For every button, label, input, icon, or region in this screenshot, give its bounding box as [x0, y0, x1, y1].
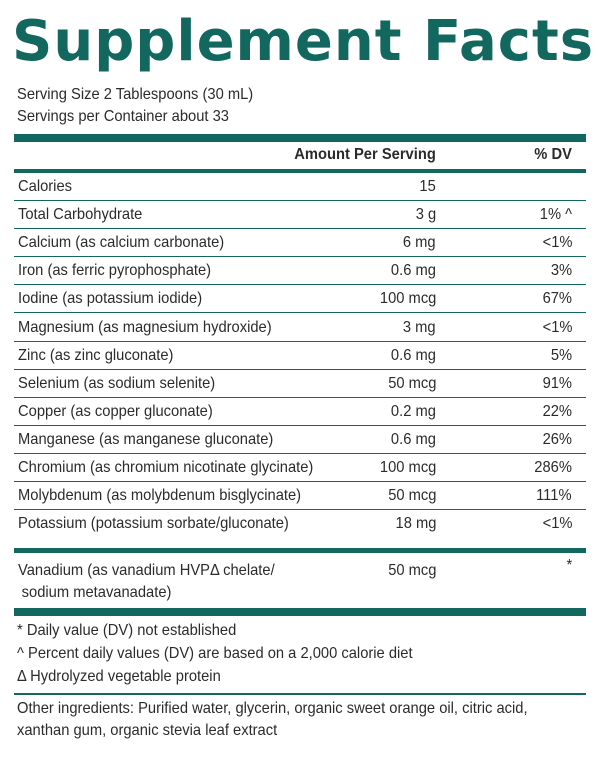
other-ingredients-line1: Other ingredients: Purified water, glycerin, organic sweet orange oil, citric acid, [17, 700, 528, 717]
vanadium-amount: 50 mcg [387, 562, 436, 579]
servings-per-container: Servings per Container about 33 [17, 108, 229, 125]
top-divider [14, 134, 586, 142]
other-ingredients [17, 698, 528, 742]
nutrient-row [14, 454, 586, 482]
nutrient-dv: 111% [536, 487, 572, 505]
nutrient-row [14, 173, 586, 201]
nutrient-dv: 91% [542, 374, 572, 392]
nutrient-amount: 15 [419, 178, 436, 195]
nutrient-amount: 50 mcg [387, 487, 436, 505]
footnote-hvp: Δ Hydrolyzed vegetable protein [17, 668, 221, 685]
serving-size: Serving Size 2 Tablespoons (30 mL) [17, 86, 254, 103]
nutrient-row [14, 370, 586, 398]
nutrient-dv: 5% [550, 346, 572, 364]
vanadium-dv: * [566, 557, 572, 574]
nutrient-dv: <1% [542, 234, 572, 252]
nutrient-dv: 67% [542, 290, 572, 308]
nutrient-dv: 3% [550, 262, 572, 280]
vanadium-name [18, 560, 275, 604]
footnote-dv-not-established: * Daily value (DV) not established [17, 622, 237, 639]
vanadium-divider [14, 548, 586, 553]
nutrient-name: Iron (as ferric pyrophosphate) [18, 262, 212, 280]
nutrient-amount: 18 mg [395, 515, 436, 533]
nutrient-amount: 0.6 mg [390, 262, 436, 280]
nutrient-name: Total Carbohydrate [18, 206, 143, 224]
nutrient-dv: 1% ^ [539, 206, 572, 224]
nutrient-name: Manganese (as manganese gluconate) [18, 430, 274, 448]
nutrient-row [14, 229, 586, 257]
nutrient-name: Copper (as copper gluconate) [18, 402, 213, 420]
nutrient-name: Magnesium (as magnesium hydroxide) [18, 318, 272, 336]
nutrient-name: Molybdenum (as molybdenum bisglycinate) [18, 487, 302, 505]
ingredients-divider [14, 693, 586, 695]
nutrient-dv: <1% [542, 515, 572, 533]
nutrient-amount: 0.6 mg [390, 430, 436, 448]
nutrient-name: Chromium (as chromium nicotinate glycinate) [18, 459, 314, 476]
nutrient-amount: 100 mcg [379, 459, 436, 476]
nutrient-amount: 6 mg [403, 234, 436, 252]
panel-title: Supplement Facts [12, 9, 595, 74]
nutrient-name: Calories [18, 178, 72, 195]
nutrient-amount: 50 mcg [387, 374, 436, 392]
footnote-divider [14, 608, 586, 616]
nutrient-row [14, 510, 586, 538]
nutrient-name: Iodine (as potassium iodide) [18, 290, 203, 308]
nutrient-row [14, 398, 586, 426]
nutrient-dv: <1% [542, 318, 572, 336]
nutrient-row [14, 314, 586, 342]
nutrient-dv: 22% [542, 402, 572, 420]
dv-header: % DV [534, 146, 572, 163]
nutrient-dv: 26% [542, 430, 572, 448]
amount-header: Amount Per Serving [294, 146, 436, 163]
nutrient-name: Calcium (as calcium carbonate) [18, 234, 225, 252]
nutrient-row [14, 257, 586, 285]
vanadium-name-line1: Vanadium (as vanadium HVPΔ chelate/ [18, 562, 275, 579]
nutrient-name: Selenium (as sodium selenite) [18, 374, 216, 392]
nutrient-dv: 286% [534, 459, 572, 476]
nutrient-amount: 0.2 mg [390, 402, 436, 420]
nutrient-row [14, 201, 586, 229]
nutrient-name: Zinc (as zinc gluconate) [18, 346, 174, 364]
nutrient-amount: 3 mg [403, 318, 436, 336]
nutrient-row [14, 426, 586, 454]
nutrient-amount: 3 g [415, 206, 436, 224]
nutrient-row [14, 342, 586, 370]
footnote-percent-daily-values: ^ Percent daily values (DV) are based on a 2,000 calorie diet [17, 645, 413, 662]
nutrient-row [14, 285, 586, 313]
nutrient-amount: 100 mcg [379, 290, 436, 308]
other-ingredients-line2: xanthan gum, organic stevia leaf extract [17, 722, 278, 739]
vanadium-name-line2: sodium metavanadate) [21, 584, 172, 601]
nutrient-name: Potassium (potassium sorbate/gluconate) [18, 515, 289, 533]
nutrient-row [14, 482, 586, 510]
nutrient-amount: 0.6 mg [390, 346, 436, 364]
